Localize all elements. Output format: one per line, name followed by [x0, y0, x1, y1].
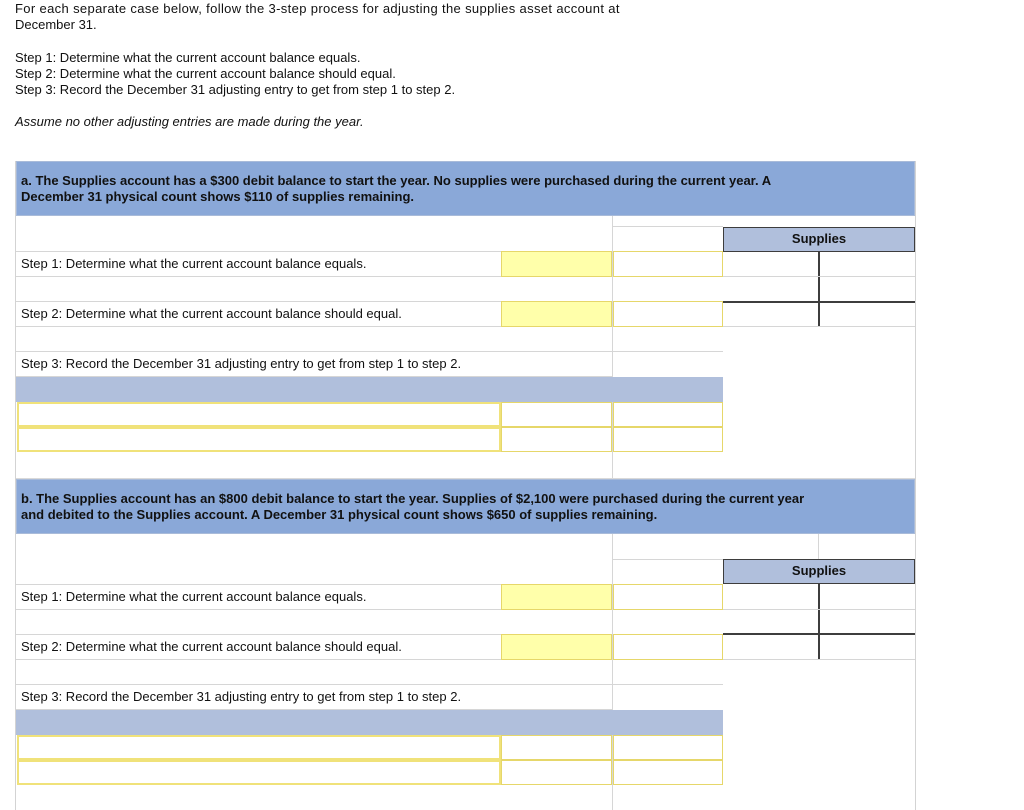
- case-a-t-account-bottom: [723, 326, 915, 327]
- case-a-journal-header-row: [16, 377, 723, 402]
- case-b-t-account-title: Supplies: [723, 559, 915, 584]
- case-a-step1-account-input[interactable]: [501, 251, 612, 277]
- case-a-t-account-title: Supplies: [723, 227, 915, 252]
- case-b-t-account-divider: [818, 584, 820, 660]
- case-a-t-account-row-line: [723, 276, 915, 277]
- case-a-step1-amount-input[interactable]: [613, 251, 723, 277]
- case-b-header: [16, 479, 915, 534]
- case-b-journal-account-input-2[interactable]: [17, 760, 501, 785]
- case-b-step3-label: Step 3: Record the December 31 adjusting entry to get from step 1 to step 2.: [16, 684, 612, 710]
- case-b-t-account-bottom: [723, 659, 915, 660]
- case-a-spacer: [16, 452, 915, 479]
- instruction-steps: [15, 50, 715, 98]
- instruction-step-2: Step 2: Determine what the current account balance should equal.: [15, 66, 396, 81]
- instructions: [15, 1, 715, 130]
- case-a-journal-account-input-2[interactable]: [17, 427, 501, 452]
- case-a-step1-label: Step 1: Determine what the current account balance equals.: [16, 251, 501, 277]
- instruction-line-1: For each separate case below, follow the 3-step process for adjusting the supplies asset account at: [15, 1, 620, 16]
- case-b-panel: [15, 479, 916, 810]
- case-b-step2-amount-input[interactable]: [613, 634, 723, 660]
- case-a-t-account-divider: [818, 252, 820, 327]
- grid-line: [613, 351, 723, 352]
- case-b-t-account-total-line: [723, 633, 915, 635]
- case-a-journal-account-input-1[interactable]: [17, 402, 501, 427]
- case-a-header: [16, 161, 915, 216]
- case-b-journal-account-input-1[interactable]: [17, 735, 501, 760]
- case-b-t-account-row-line: [723, 609, 915, 610]
- case-b-step1-amount-input[interactable]: [613, 584, 723, 610]
- case-b-journal-credit-input-2[interactable]: [613, 760, 723, 785]
- instruction-step-3: Step 3: Record the December 31 adjusting entry to get from step 1 to step 2.: [15, 82, 456, 97]
- case-a-header-line-2: December 31 physical count shows $110 of supplies remaining.: [21, 189, 415, 204]
- case-b-journal-debit-input-1[interactable]: [501, 735, 612, 760]
- instruction-line-2: December 31.: [15, 17, 97, 32]
- case-b-step1-account-input[interactable]: [501, 584, 612, 610]
- case-a-journal-credit-input-2[interactable]: [613, 427, 723, 452]
- case-a-journal-debit-input-2[interactable]: [501, 427, 612, 452]
- case-b-journal-credit-input-1[interactable]: [613, 735, 723, 760]
- case-a-journal-credit-input-1[interactable]: [613, 402, 723, 427]
- grid-line: [613, 559, 723, 560]
- case-a-t-account-total-line: [723, 301, 915, 303]
- case-b-header-line-1: b. The Supplies account has an $800 debit balance to start the year. Supplies of $2,100 were purchased during the current year: [21, 491, 805, 506]
- case-b-journal-header-row: [16, 710, 723, 735]
- case-a-step2-account-input[interactable]: [501, 301, 612, 327]
- grid-line: [613, 226, 723, 227]
- case-b-step2-label: Step 2: Determine what the current account balance should equal.: [16, 634, 501, 660]
- instruction-step-1: Step 1: Determine what the current account balance equals.: [15, 50, 361, 65]
- case-a-header-line-1: a. The Supplies account has a $300 debit balance to start the year. No supplies were purchased during the current year. A: [21, 173, 772, 188]
- case-a-step2-amount-input[interactable]: [613, 301, 723, 327]
- case-b-step1-label: Step 1: Determine what the current account balance equals.: [16, 584, 501, 610]
- case-b-header-line-2: and debited to the Supplies account. A December 31 physical count shows $650 of supplies remaining.: [21, 507, 658, 522]
- case-a-panel: [15, 161, 916, 479]
- grid-line: [613, 684, 723, 685]
- case-a-journal-debit-input-1[interactable]: [501, 402, 612, 427]
- case-b-step2-account-input[interactable]: [501, 634, 612, 660]
- case-a-step3-label: Step 3: Record the December 31 adjusting entry to get from step 1 to step 2.: [16, 351, 612, 377]
- grid-divider: [818, 534, 819, 559]
- case-b-journal-debit-input-2[interactable]: [501, 760, 612, 785]
- case-a-step2-label: Step 2: Determine what the current account balance should equal.: [16, 301, 501, 327]
- assumption-note: Assume no other adjusting entries are made during the year.: [15, 114, 364, 129]
